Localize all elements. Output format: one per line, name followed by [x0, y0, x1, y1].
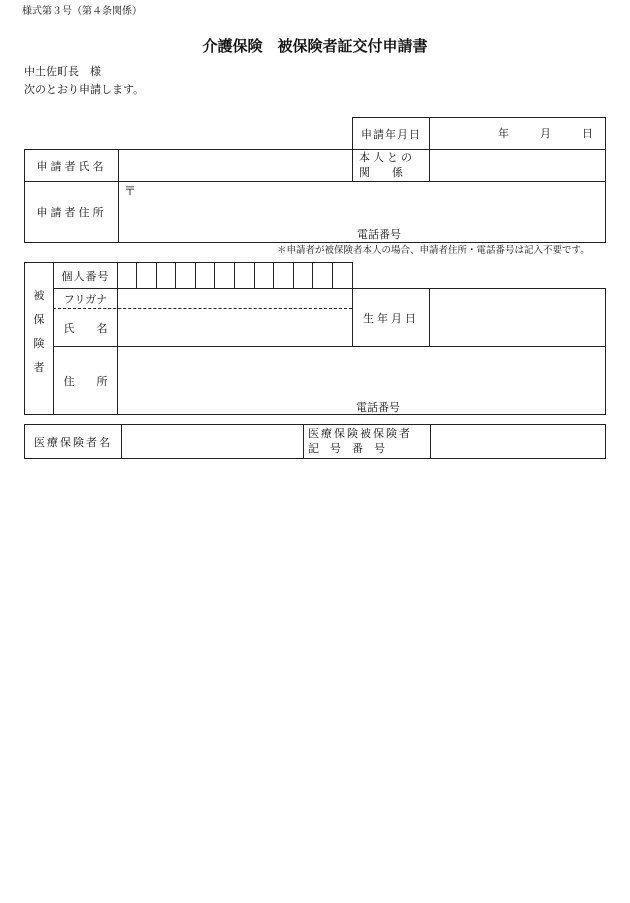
relation-label-line1: 本人との	[359, 151, 415, 164]
medical-insured-label-line2: 記 号 番 号	[308, 442, 385, 455]
medical-insured-label-line1: 医療保険被保険者	[308, 427, 412, 440]
year-unit: 年	[498, 127, 509, 140]
applicant-note: ＊申請者が被保険者本人の場合、申請者住所・電話番号は記入不要です。	[277, 245, 590, 256]
insured-name-label: 氏 名	[63, 321, 108, 335]
month-unit: 月	[540, 127, 551, 140]
medical-insured-number-field[interactable]	[431, 425, 605, 458]
applicant-phone-label: 電話番号	[357, 228, 401, 241]
insured-group-char-2: 保	[33, 313, 45, 326]
insured-group-char-3: 険	[33, 337, 45, 350]
addressee: 中土佐町長 様	[24, 65, 101, 78]
applicant-address-field[interactable]	[119, 182, 605, 242]
furigana-label: フリガナ	[63, 292, 108, 306]
intro-text: 次のとおり申請します。	[24, 83, 145, 96]
furigana-field[interactable]	[118, 289, 352, 308]
postal-mark-icon: 〒	[124, 184, 137, 198]
day-unit: 日	[582, 127, 593, 140]
birthdate-field[interactable]	[430, 289, 605, 346]
insured-address-label: 住 所	[63, 374, 108, 388]
relation-field[interactable]	[430, 150, 605, 181]
applicant-name-field[interactable]	[119, 150, 352, 181]
insured-phone-label: 電話番号	[356, 401, 400, 414]
medical-insurer-label: 医療保険者名	[34, 435, 112, 449]
insured-group-char-1: 被	[33, 289, 45, 302]
insured-group-char-4: 者	[33, 361, 45, 374]
medical-insurer-field[interactable]	[122, 425, 303, 458]
applicant-address-label: 申請者住所	[36, 206, 107, 219]
page-title: 介護保険 被保険者証交付申請書	[202, 37, 428, 55]
birthdate-label: 生年月日	[363, 311, 419, 325]
mynumber-label: 個人番号	[61, 269, 110, 283]
mynumber-cells[interactable]	[117, 262, 352, 288]
applicant-name-label: 申請者氏名	[36, 159, 107, 173]
application-date-label: 申請年月日	[361, 127, 421, 141]
insured-address-field[interactable]	[118, 347, 605, 414]
application-date-field[interactable]	[430, 118, 605, 149]
relation-label-line2: 関 係	[359, 166, 403, 179]
insured-name-field[interactable]	[118, 309, 352, 346]
form-number: 様式第３号（第４条関係）	[22, 6, 142, 17]
